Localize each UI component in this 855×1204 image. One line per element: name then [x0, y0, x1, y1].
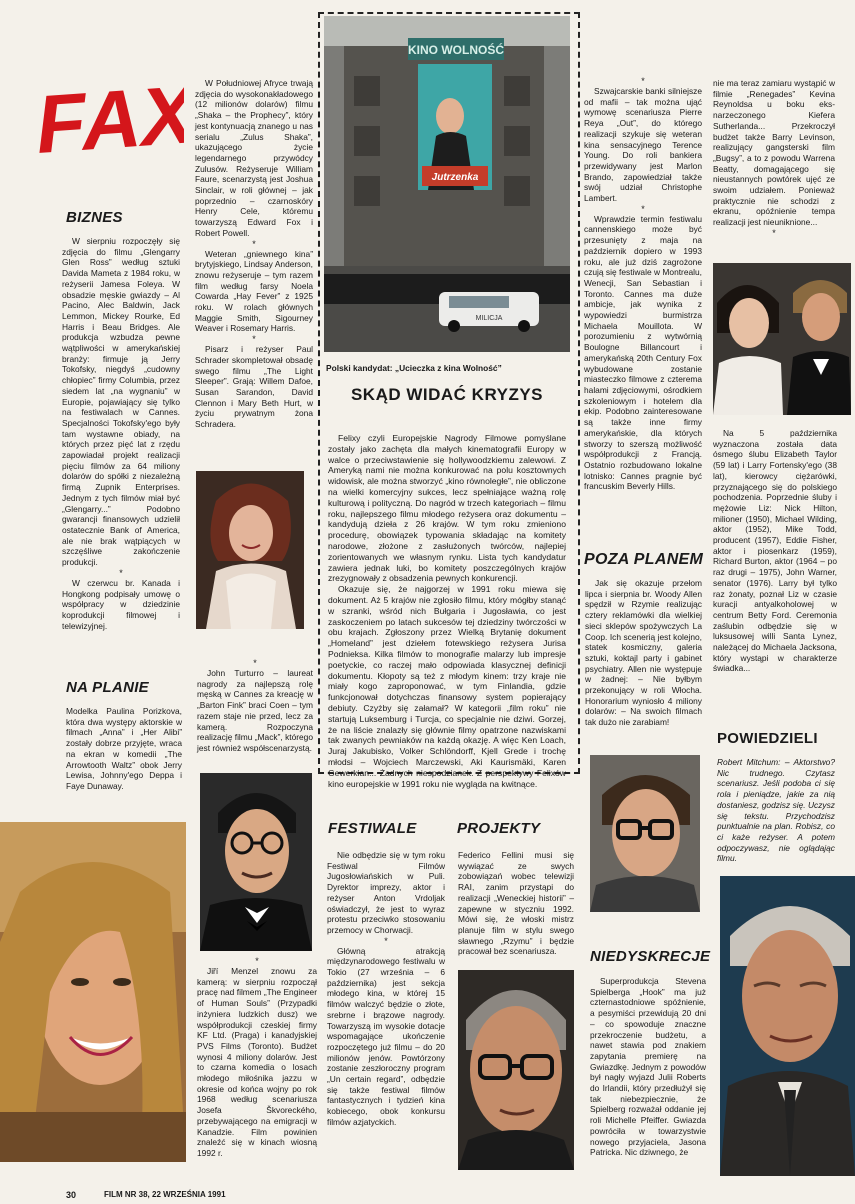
article-menzel: Jiří Menzel znowu za kamerą: w sierpniu rozpoczął pracę nad filmem „The Engineer of Human Souls” (Przypadki inżyniera ludzkich dusz) we współprodukcji czeskiej firmy KF Ltd. (Praga) i kanadyjskiej PVS Films (Toronto). Budżet wynosi 4 miliony dolarów. Jest to czarna komedia o losach młodego miłośnika jazzu w okresie od końca wojny po rok 1968 według scenariusza Josefa Škvoreckého, przebywającego na emigracji w Kanadzie. Film powinien znaleźć się w kinach wiosną 1992 r.: [197, 966, 317, 1158]
heading-poza-planem: POZA PLANEM: [584, 551, 704, 568]
article-biznes-text2: W czerwcu br. Kanada i Hongkong podpisały umowę o współpracy w dziedzinie koprodukcji filmowej i telewizyjnej.: [62, 577, 180, 631]
article-taylor-wrap: [713, 428, 837, 674]
fax-logo-text: FAX: [34, 69, 184, 170]
column-4-articles: [584, 76, 702, 492]
separator-star: *: [252, 238, 256, 249]
photo-taylor-fortensky: [713, 263, 851, 415]
article-biznes: [62, 236, 180, 631]
heading-biznes: BIZNES: [66, 209, 123, 226]
column-5-articles: [713, 78, 835, 238]
photo-john-turturro: [200, 773, 312, 951]
article-menzel-wrap: [197, 956, 317, 1159]
article-projekty-text: Federico Fellini musi się wywiązać ze swych zobowiązań wobec telewizji RAI, zanim przystąpi do realizacji „Weneckiej historii” – zapewne w styczniu 1992. Mówi się, że włoski mistrz planuje film w stylu swego sławnego „Rzymu” i będzie pracował bez scenariusza.: [458, 850, 574, 957]
separator-star: *: [641, 76, 645, 86]
separator-star: *: [772, 227, 776, 238]
feature-paragraph-2: Okazuje się, że najgorzej w 1991 roku miewa się dokument. Aż 5 krajów nie zgłosiło filmu, który mógłby stanąć w szranki, wśród nich Bułgaria i Jugosławia, co jest zaskoczeniem po latach sukcesów tej dziedziny twórczości w obu krajach. Zgłoszony przez Wielką Brytanię dokument „Homeland” jest dziełem fotewskiego reżysera Jurisa Podnieksa. Kilka filmów to monografie malarzy lub impresje poetyckie, co raczej mało odpowiada klasycznej definicji dokumentu. Kłopoty są też z młodym kinem: trzy kraje nie miały kogo zaproponować, w tym Finlandia, gdzie funkcjonował dotychczas finansowy system popierający debiuty. Czyżby się załamał? W kategorii „film roku” nie startują Luksemburg i Turcja, co specjalnie nie dziwi. Gorzej, że na liście znalazły się głównie filmy opatrzone nazwiskami tak zwanych pewniaków na każdą okazję. A więc Ken Loach, Juraj Jakubisko, Volker Schlöndorff, Kjell Grede i trochę młodsi – Wojciech Marczewski, Aki Kaurismäki, Karen Gewerkian... Żadnych niespodzianek. Z perspektywy Felixów kino europejskie w 1991 roku nie wygląda na kwitnące.: [328, 584, 566, 789]
photo-robert-mitchum: [720, 876, 855, 1176]
heading-niedyskrecje: NIEDYSKRECJE: [590, 948, 711, 965]
article-turturro-wrap: [197, 658, 313, 754]
photo-caption: Polski kandydat: „Ucieczka z kina Wolność”: [326, 363, 502, 373]
separator-star: *: [255, 956, 259, 966]
separator-star: *: [641, 203, 645, 214]
article-na-planie: [66, 706, 182, 792]
article-renegades: nie ma teraz zamiaru wystąpić w filmie „Renegades” Kevina Reynoldsa u boku eks-narzeczonego Kiefera Sutherlanda... Przekroczył budżet także Barry Levinson, realizujący gangsterski film „Bugsy”, a to z powodu Warrena Beatty, domagającego się nieustannych powtórek ujęć ze swoim udziałem. Ponieważ praktycznie nie schodzi z ekranu, opóźnienie tempa realizacji jest nieuniknione...: [713, 78, 835, 228]
column-2-articles: [195, 78, 313, 430]
article-na-planie-text: Modelka Paulina Porizkova, która dwa występy aktorskie w filmach „Anna” i „Her Alibi” zostały dobrze przyjęte, wraca na ekran w komedii „The Arrowtooth Waltz” obok Jerry Lewisa, Johnny'ego Deppa i Faye Dunaway.: [66, 706, 182, 791]
photo-federico-fellini: [458, 970, 574, 1170]
feature-paragraph-1: Felixy czyli Europejskie Nagrody Filmowe pomyślane zostały jako zachęta dla małych kinematografii Europy w walce o przeciwstawienie się hollywoodzkiemu zalewowi. Z Ameryką nami nie można konkurować na polu kosztownych widowisk, ale można stworzyć „kino równoległe”, nie obliczone na wielki komercyjny sukces, lecz spełniające ważną rolę kulturową i polityczną. Do nagród w trzech kategoriach – filmu roku, najlepszego filmu młodego reżysera oraz dokumentu – kandydują dzieła z 26 krajów. W tym roku zmieniono procedurę, obowiązek typowania składając na komitety narodowe, złożone z zasłużonych twórców, najlepiej zorientowanych we własnym rynku. Lista tych kandydatur zawiera jednak luki, bo komitety poszczególnych krajów zrezygnowały z obsadzenia pewnych konkurencji.: [328, 433, 566, 584]
article-taylor: Na 5 października wyznaczona została data ósmego ślubu Elizabeth Taylor (59 lat) i Larry Fortensky'ego (38 lat), kierowcy ciężarówki, przyznającego się do polskiego pochodzenia. Poprzednie śluby i mężowie Liz: Nick Hilton, milioner (1950), Michael Wilding, aktor (1952), Mike Todd, producent (1957), Eddie Fisher, aktor i piosenkarz (1959), Richard Burton, aktor (1964 – po raz drugi – 1975), John Warner, senator (1976). Larry był tylko raz żonaty, poznał Liz w czasie kuracji antyalkoholowej w centrum Betty Ford. Ceremonia zaślubin odbędzie się w luksusowej willi Santa Lynez, należącej do Michaela Jacksona, który wystąpi w charakterze świadka...: [713, 428, 837, 674]
article-powiedzieli: [717, 757, 835, 864]
article-turturro: John Turturro – laureat nagrody za najlepszą rolę męską w Cannes za kreację w „Barton Fink” braci Coen – tym razem staje nie przed, lecz za kamerą. Rozpoczyna realizację filmu „Mack”, którego jest również współscenarzystą.: [197, 668, 313, 753]
article-festiwale-tokio: Główną atrakcją międzynarodowego festiwalu w Tokio (27 września – 6 października) jest sekcja młodego kina, w której 15 filmów walczyć będzie o złote, srebrne i brązowe nagrody. Towarzyszą im wysokie dotacje wspomagające ukończenie rozpoczętego już filmu – do 20 milionów jenów. Powtórzony zostanie zeszłoroczny program „Un certain regard”, odbędzie się także festiwal filmów fantastycznych i tydzień kina kobiecego, obok konkursu filmów azjatyckich.: [327, 945, 445, 1127]
feature-article: [328, 433, 566, 789]
photo-kino-wolnosc: [324, 16, 570, 352]
article-niedyskrecje-text: Superprodukcja Stevena Spielberga „Hook” ma już czternastodniowe spóźnienie, a pesymiści przewidują 20 dni – co spowoduje znaczne przekroczenie budżetu, a nawet stawia pod znakiem zapytania premierę na Gwiazdkę. Jednym z powodów był nagły wyjazd Julii Roberts do Irlandii, który przedłużył się tak niebezpiecznie, że Spielberg rozważał oddanie jej roli Michelle Pfeiffer. Gwiazda powróciła w towarzystwie nowego przyjaciela, Jasona Patricka. Nic dziwnego, że: [590, 976, 706, 1158]
photo-woody-allen: [590, 755, 700, 912]
page-number: 30: [66, 1190, 77, 1200]
cinema-sign: KINO WOLNOŚĆ: [408, 43, 504, 57]
article-out: Szwajcarskie banki silniejsze od mafii – tak można ująć wymowę scenariusza Pierre Reya „Out”, do którego realizacji szykuje się weteran kina sensacyjnego Terence Young. Do roli bankiera przewidywany jest Marlon Brando, zapowiedział także swój udział Christophe Lambert.: [584, 86, 702, 204]
article-festiwale-pula: Nie odbędzie się w tym roku Festiwal Filmów Jugosłowiańskich w Puli. Dyrektor imprezy, aktor i reżyser Anton Vrdoljak oświadczył, że jest to wyraz protestu przeciwko stosowaniu przemocy w Chorwacji.: [327, 850, 445, 935]
article-shaka: W Południowej Afryce trwają zdjęcia do wysokonakładowego (12 milionów dolarów) filmu „Shaka – the Prophecy”, który jest kontynuacją znanego u nas serialu „Zulus Shaka”, ukazującego życie legendarnego przywódcy Zulusów. Reżyseruje William Faure, scenarzystą jest Joshua Sinclair, w roli głównej – jak poprzednio – czarnoskóry Henry Cele, któremu towarzyszą Edward Fox i Robert Powell.: [195, 78, 313, 238]
separator-star: *: [252, 334, 256, 345]
photo-paulina-porizkova: [0, 822, 186, 1162]
article-anderson: Weteran „gniewnego kina” brytyjskiego, Lindsay Anderson, znowu reżyseruje – tym razem film według farsy Noela Cowarda „Hay Fever” z 1925 roku. W rolach głównych Maggie Smith, Sigourney Weaver i Rosemary Harris.: [195, 248, 313, 334]
photo-susan-sarandon: [196, 471, 304, 629]
police-car-label: MILICJA: [475, 315, 503, 322]
separator-star: *: [119, 567, 123, 578]
article-niedyskrecje: [590, 976, 706, 1158]
article-poza-planem: [585, 578, 702, 728]
article-powiedzieli-text: Robert Mitchum: – Aktorstwo? Nic trudnego. Czytasz scenariusz. Jeśli podoba ci się rola i pieniądze, jakie za nią dostaniesz, godzisz się. Uczysz się tekstu. Przychodzisz punktualnie na plan. Robisz, co ci każe reżyser. A potem odpoczywasz, nie oglądając filmu.: [717, 757, 835, 864]
fax-logo: [34, 62, 184, 170]
article-schrader: Pisarz i reżyser Paul Schrader skompletował obsadę swego filmu „The Light Sleeper”. Grają: Willem Dafoe, Susan Sarandon, David Clennon i Mary Beth Hurt, w życiu prywatnym żona Schradera.: [195, 344, 313, 430]
heading-projekty: PROJEKTY: [457, 820, 541, 837]
article-poza-planem-text: Jak się okazuje przełom lipca i sierpnia br. Woody Allen spędził w Rzymie realizując cztery reklamówki dla wielkiej sieci sklepów spożywczych La Coop. Ich scenerią jest kolejno, statek kosmiczny, galeria sztuki, koktajl party i gabinet psychiatry. Allen nie występuje w żadnej: – Nie byłbym przekonujący w roli Włocha. Honorarium wyniosło 4 miliony dolarów: – Na swoich filmach tak dużo nie zarabiam!: [585, 578, 702, 728]
feature-headline: SKĄD WIDAĆ KRYZYS: [350, 385, 544, 404]
heading-powiedzieli: POWIEDZIELI: [717, 730, 818, 747]
fax-logo-graphic: [34, 62, 184, 170]
separator-star: *: [384, 935, 388, 946]
heading-festiwale: FESTIWALE: [328, 820, 417, 837]
issue-info: FILM NR 38, 22 WRZEŚNIA 1991: [104, 1190, 226, 1199]
article-cannes: Wprawdzie termin festiwalu cannenskiego może być przesunięty z maja na październik dopiero w 1993 roku, ale już dziś zagrożone czują się festiwale w Montrealu, Wenecji, San Sebastian i Toronto. Cannes ma duże ambicje, jak wynika z wypowiedzi burmistrza Michaela Mouillota. W porozumieniu z wytwórnią Boulogne Billancourt i amerykańską 20th Century Fox wybudowane zostanie miasteczko filmowe z czterema halami zdjęciowymi, ośrodkiem szkoleniowym i hotelem dla ekip. Podobno zainteresowane są także inne firmy amerykańskie, dla których stworzy to szerszą możliwość współprodukcji z Francją. Ostatnio rozbudowano lokalne lotnisko: Cannes pragnie być francuskim Beverly Hills.: [584, 213, 702, 492]
poster-title: Jutrzenka: [431, 172, 479, 183]
heading-na-planie: NA PLANIE: [66, 679, 149, 696]
article-projekty: [458, 850, 574, 957]
article-festiwale: [327, 850, 445, 1128]
article-biznes-text: W sierpniu rozpoczęły się zdjęcia do filmu „Glengarry Glen Ross” według sztuki Davida Mameta z 1984 roku, w reżyserii Jamesa Foleya. W obsadzie męskie gwiazdy – Al Pacino, Alec Baldwin, Jack Lemmon, Mickey Rourke, Ed Harris i Beau Bridges. Ale produkcja wzbudza pewne wątpliwości w amerykańskiej branży: firmuje ją Jerry Tokofsky, niegdyś „cudowny chłopiec” firmy Columbia, przez siedem lat „na wygnaniu” w Europie, pojawiający się tylko na festiwalach w Cannes. Specjalności Tokofsky'ego były tam wystawne obiady, na których przez pięć lat z rzędu zapowiadał projekt realizacji pięciu filmów za 64 miliony dolarów do spółki z niezależną firmą Zupnik Enterprises. Jednym z tych filmów miał być „Glengarry...” Podobno gwarancji finansowych udzielił ostatecznie Bank of America, ale nie brak wątpiących w szczęśliwe zakończenie produkcji.: [62, 236, 180, 568]
separator-star: *: [253, 658, 257, 668]
